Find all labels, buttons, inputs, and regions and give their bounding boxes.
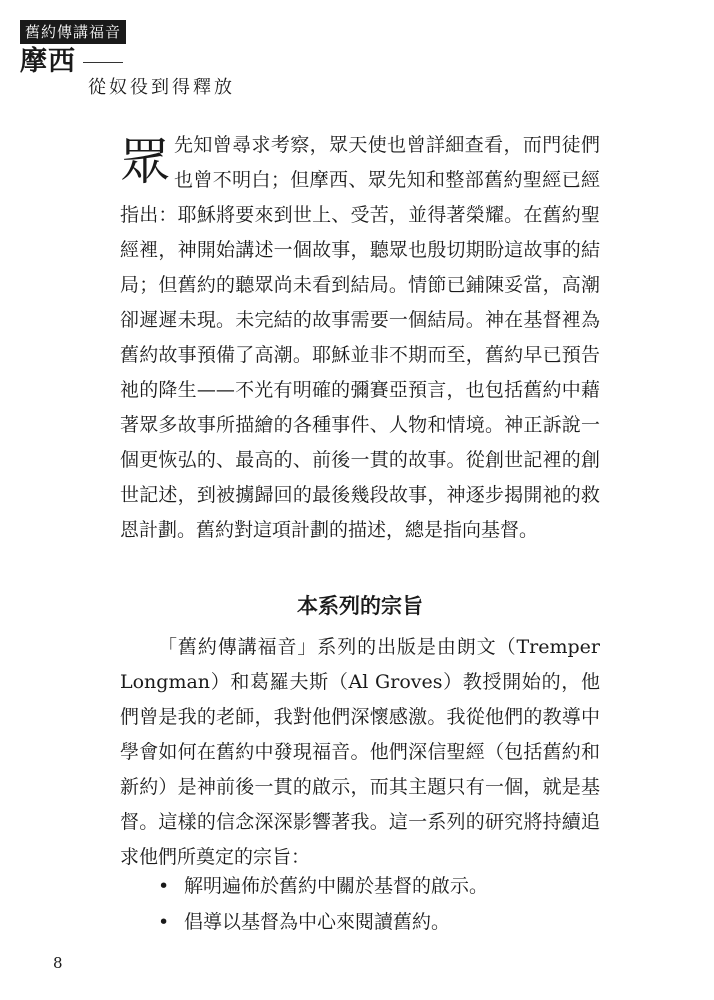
section-heading: 本系列的宗旨 — [297, 593, 423, 618]
list-item — [120, 868, 600, 904]
list-item-text: 解明遍佈於舊約中關於基督的啟示。 — [184, 875, 489, 897]
drop-cap: 眾 — [120, 133, 170, 191]
list-item — [120, 904, 600, 940]
chapter-subtitle: 從奴役到得釋放 — [88, 77, 235, 98]
book-title: 摩西 — [20, 46, 76, 77]
section-paragraph: 「舊約傳講福音」系列的出版是由朗文（Tremper Longman）和葛羅夫斯（Al Groves）教授開始的，他們曾是我的老師，我對他們深懷感激。我從他們的教導中學會如何在舊約中發現福音。他們深信聖經（包括舊約和新約）是神前後一貫的啟示，而其主題只有一個，就是基督。這樣的信念深深影響著我。這一系列的研究將持續追求他們所奠定的宗旨： — [120, 636, 600, 868]
bullet-icon: • — [158, 875, 170, 897]
page-number: 8 — [53, 954, 63, 972]
title-rule — [83, 62, 123, 63]
series-tag: 舊約傳講福音 — [20, 20, 126, 44]
intro-paragraph — [120, 128, 600, 548]
intro-text: 先知曾尋求考察，眾天使也曾詳細查看，而門徒們也曾不明白；但摩西、眾先知和整部舊約聖經已經指出：耶穌將要來到世上、受苦，並得著榮耀。在舊約聖經裡，神開始講述一個故事，聽眾也殷切期盼這故事的結局；但舊約的聽眾尚未看到結局。情節已鋪陳妥當，高潮卻遲遲未現。未完結的故事需要一個結局。神在基督裡為舊約故事預備了高潮。耶穌並非不期而至，舊約早已預告祂的降生——不光有明確的彌賽亞預言，也包括舊約中藉著眾多故事所描繪的各種事件、人物和情境。神正訴說一個更恢弘的、最高的、前後一貫的故事。從創世記裡的創世記述，到被擄歸回的最後幾段故事，神逐步揭開祂的救恩計劃。舊約對這項計劃的描述，總是指向基督。 — [120, 134, 600, 541]
bullet-icon: • — [158, 911, 170, 933]
purpose-list — [120, 868, 600, 940]
list-item-text: 倡導以基督為中心來閱讀舊約。 — [184, 911, 451, 933]
